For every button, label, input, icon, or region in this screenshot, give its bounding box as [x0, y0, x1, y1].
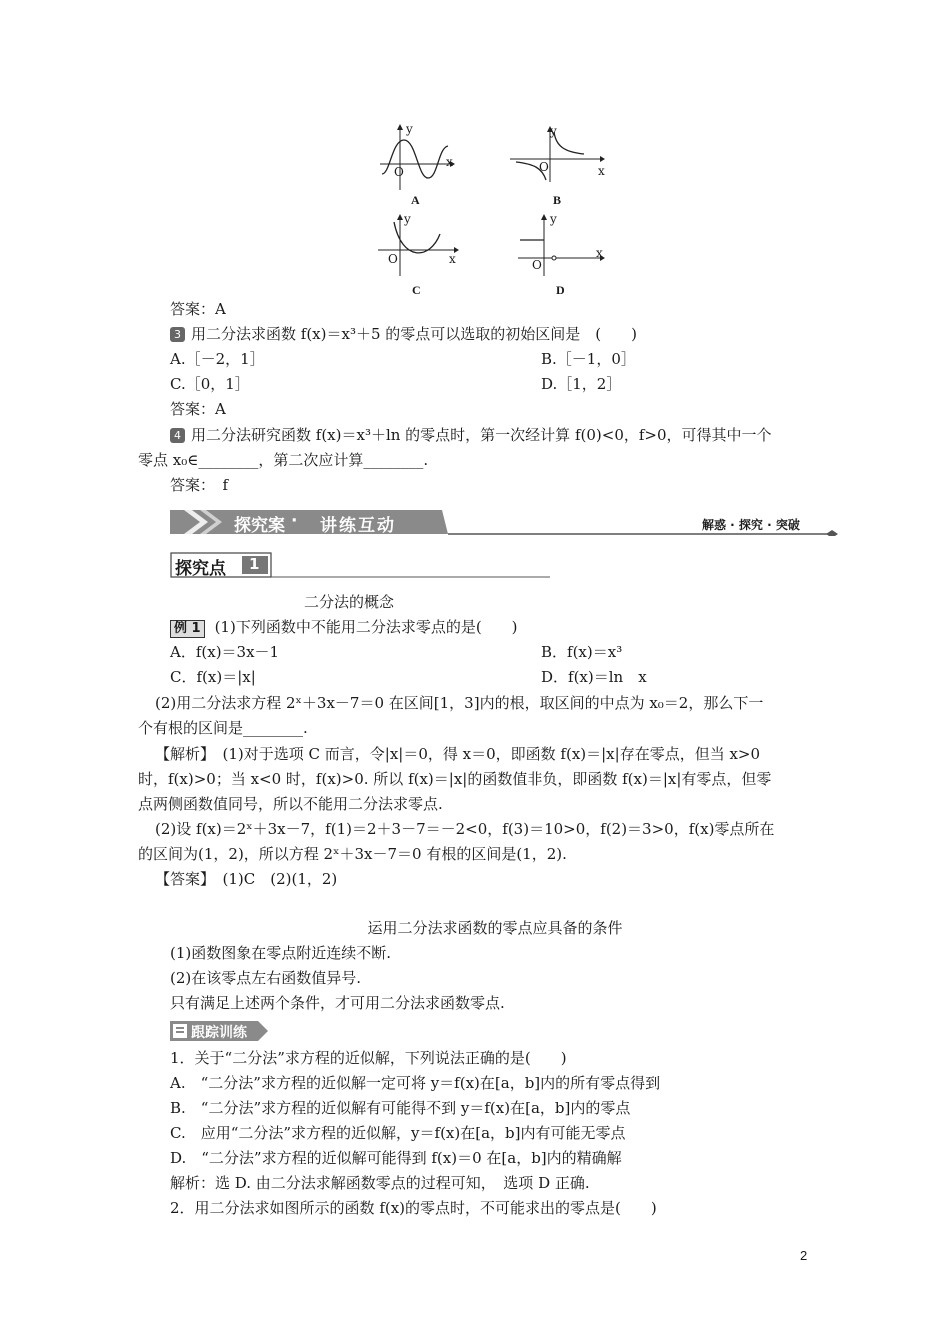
graph-d-x: x — [596, 246, 603, 260]
conditions-title: 运用二分法求函数的零点应具备的条件 — [367, 919, 623, 937]
example1-option-a: A．f(x)＝3x－1 — [170, 643, 280, 661]
banner-title-left: 探究案 — [234, 516, 285, 536]
q3-number-badge: 3 — [170, 327, 185, 342]
graph-b-label: B — [553, 193, 562, 207]
analysis-line3: 点两侧函数值同号，所以不能用二分法求零点. — [138, 795, 443, 813]
conditions-summary: 只有满足上述两个条件，才可用二分法求函数零点. — [170, 994, 505, 1012]
q3-option-c: C.［0，1］ — [170, 375, 250, 393]
graph-c — [376, 212, 460, 278]
conditions-item2: (2)在该零点左右函数值异号. — [170, 969, 362, 987]
section1-badge-frame — [170, 552, 550, 578]
analysis-line4: (2)设 f(x)＝2ˣ＋3x－7，f(1)＝2＋3－7＝－2<0，f(3)＝10>0，f(2)＝3>0，f(x)零点所在 — [155, 820, 775, 838]
section-banner — [170, 506, 840, 536]
practice-option-c: C. 应用“二分法”求方程的近似解，y＝f(x)在[a，b]内有可能无零点 — [170, 1124, 626, 1142]
example1-question1-text: (1)下列函数中不能用二分法求零点的是( ) — [214, 618, 518, 636]
graph-d-plot — [516, 212, 606, 278]
graph-d-origin: O — [532, 258, 542, 272]
banner-dot: · — [291, 511, 298, 531]
q4-stem-text: 用二分法研究函数 f(x)＝x³＋ln 的零点时，第一次经计算 f(0)<0，f>0，可得其中一个 — [191, 426, 772, 444]
graph-a-y: y — [406, 122, 413, 136]
q4-number-badge: 4 — [170, 428, 185, 443]
graph-b-plot — [508, 124, 608, 184]
page-number: 2 — [800, 1248, 808, 1263]
practice-analysis: 解析：选 D. 由二分法求解函数零点的过程可知， 选项 D 正确. — [170, 1174, 590, 1192]
section1-badge-text: 探究点 — [175, 559, 226, 579]
graph-d — [516, 212, 606, 278]
banner-title-right: 讲练互动 — [320, 516, 396, 536]
analysis-line1: 【解析】 (1)对于选项 C 而言，令|x|＝0，得 x＝0，即函数 f(x)＝|x|存在零点，但当 x>0 — [155, 745, 761, 763]
graph-c-origin: O — [388, 252, 398, 266]
graph-b-x: x — [598, 164, 605, 178]
graph-b — [508, 124, 608, 184]
practice-question2: 2．用二分法求如图所示的函数 f(x)的零点时，不可能求出的零点是( ) — [170, 1199, 657, 1217]
example1-question2-line2: 个有根的区间是________. — [138, 719, 308, 737]
graph-c-plot — [376, 212, 460, 278]
practice-question1: 1．关于“二分法”求方程的近似解，下列说法正确的是( ) — [170, 1049, 567, 1067]
section1-badge-number: 1 — [249, 555, 260, 573]
graph-b-origin: O — [539, 160, 549, 174]
q3-answer: 答案：A — [170, 400, 226, 418]
graph-c-x: x — [449, 252, 456, 266]
practice-option-a: A. “二分法”求方程的近似解一定可将 y＝f(x)在[a，b]内的所有零点得到 — [170, 1074, 661, 1092]
analysis-line5: 的区间为(1，2)，所以方程 2ˣ＋3x－7＝0 有根的区间是(1，2). — [138, 845, 567, 863]
example1-option-d: D．f(x)＝ln x — [541, 668, 647, 686]
q3-option-b: B.［－1，0］ — [541, 350, 636, 368]
graph-a-plot — [376, 122, 456, 192]
graph-d-label: D — [556, 283, 565, 297]
q4-stem-line2: 零点 x₀∈________，第二次应计算________. — [138, 451, 429, 469]
analysis-line2: 时，f(x)>0；当 x<0 时，f(x)>0. 所以 f(x)＝|x|的函数值非负，即函数 f(x)＝|x|有零点，但零 — [138, 770, 772, 788]
conditions-item1: (1)函数图象在零点附近连续不断. — [170, 944, 392, 962]
banner-subtitle: 解惑 · 探究 · 突破 — [702, 518, 800, 532]
section1-subtitle: 二分法的概念 — [304, 593, 395, 611]
graph-a-origin: O — [394, 165, 404, 179]
q3-stem — [170, 323, 637, 345]
example1-question1 — [170, 616, 518, 638]
q4-stem-line1 — [170, 424, 772, 446]
example1-option-c: C．f(x)＝|x| — [170, 668, 256, 686]
practice-option-d: D. “二分法”求方程的近似解可能得到 f(x)＝0 在[a，b]内的精确解 — [170, 1149, 622, 1167]
q2-answer: 答案：A — [170, 300, 226, 318]
graph-a-label: A — [411, 193, 420, 207]
example1-tag: 例 1 — [170, 620, 205, 638]
q3-option-d: D.［1，2］ — [541, 375, 622, 393]
graph-c-y: y — [404, 212, 411, 226]
q3-option-a: A.［－2，1］ — [170, 350, 265, 368]
graph-a-x: x — [446, 155, 453, 169]
example1-option-b: B．f(x)＝x³ — [541, 643, 623, 661]
practice-option-b: B. “二分法”求方程的近似解有可能得不到 y＝f(x)在[a，b]内的零点 — [170, 1099, 631, 1117]
graph-b-y: y — [550, 124, 557, 138]
q3-stem-text: 用二分法求函数 f(x)＝x³＋5 的零点可以选取的初始区间是 ( ) — [191, 325, 637, 343]
practice-label: 跟踪训练 — [191, 1025, 247, 1041]
graph-c-label: C — [412, 283, 421, 297]
example1-answer: 【答案】 (1)C (2)(1，2) — [155, 870, 338, 888]
example1-question2-line1: (2)用二分法求方程 2ˣ＋3x－7＝0 在区间[1，3]内的根，取区间的中点为 x₀＝2，那么下一 — [155, 694, 764, 712]
graph-a — [376, 122, 456, 192]
graph-d-y: y — [550, 212, 557, 226]
q4-answer: 答案： f — [170, 476, 229, 494]
